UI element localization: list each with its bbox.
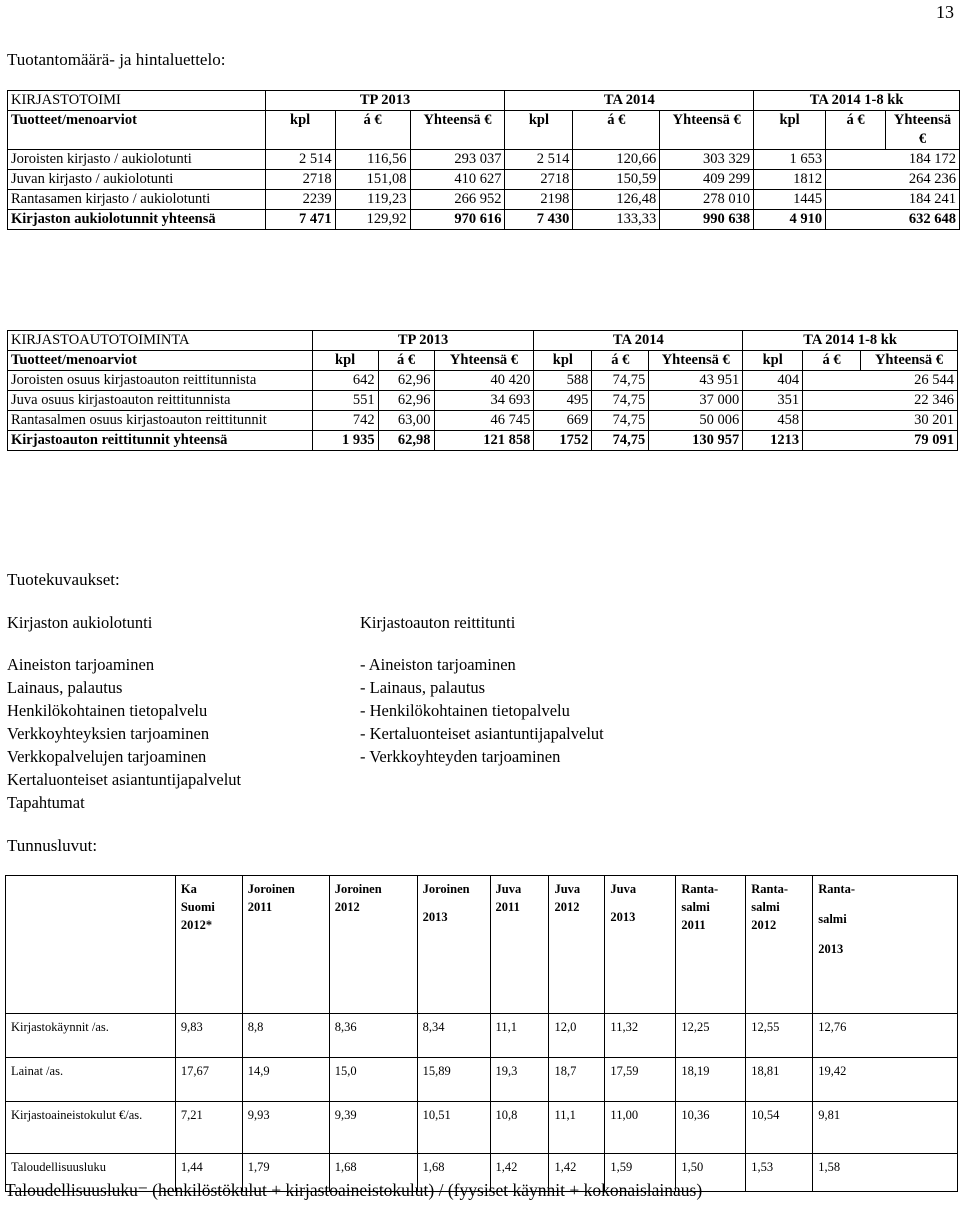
left-description-list	[7, 653, 241, 814]
cell: 19,3	[490, 1058, 549, 1102]
table-row	[6, 1014, 958, 1058]
right-description-list	[360, 653, 604, 768]
cell: 2 514	[265, 150, 335, 170]
cell: 184 241	[826, 190, 960, 210]
col-header: kpl	[534, 351, 592, 371]
cell: 18,81	[746, 1058, 813, 1102]
list-item: Henkilökohtainen tietopalvelu	[7, 701, 208, 720]
group-header: TA 2014 1-8 kk	[754, 91, 960, 111]
row-label: Kirjastoaineistokulut €/as.	[6, 1102, 176, 1154]
cell: 133,33	[573, 210, 660, 230]
cell: 642	[312, 371, 378, 391]
cell: 79 091	[803, 431, 958, 451]
cell: 7 430	[505, 210, 573, 230]
total-row	[8, 431, 958, 451]
cell: 74,75	[592, 431, 649, 451]
cell: 19,42	[813, 1058, 958, 1102]
table-row	[8, 170, 960, 190]
cell: 40 420	[434, 371, 534, 391]
cell: 7,21	[175, 1102, 242, 1154]
cell: 126,48	[573, 190, 660, 210]
cell: 62,96	[378, 391, 434, 411]
row-label: Juva osuus kirjastoauton reittitunnista	[8, 391, 313, 411]
cell: 1 653	[754, 150, 826, 170]
group-header: TA 2014	[534, 331, 743, 351]
cell: 1 935	[312, 431, 378, 451]
list-item: - Lainaus, palautus	[360, 678, 486, 697]
col-header: Juva 2013	[605, 876, 676, 1014]
cell: 1445	[754, 190, 826, 210]
key-figures-heading: Tunnusluvut:	[7, 836, 98, 855]
cell: 1,42	[549, 1154, 605, 1192]
cell: 1,53	[746, 1154, 813, 1192]
cell: 1,79	[242, 1154, 329, 1192]
col-header: kpl	[505, 111, 573, 150]
row-label: Lainat /as.	[6, 1058, 176, 1102]
col-header: kpl	[265, 111, 335, 150]
cell: 2718	[505, 170, 573, 190]
page-number: 13	[936, 2, 954, 22]
cell: 62,98	[378, 431, 434, 451]
cell: 293 037	[410, 150, 505, 170]
cell: 742	[312, 411, 378, 431]
cell: 458	[743, 411, 803, 431]
row-label-header: Tuotteet/menoarviot	[8, 111, 266, 150]
cell: 2198	[505, 190, 573, 210]
cell: 10,54	[746, 1102, 813, 1154]
col-header: Yhteensä €	[885, 111, 959, 150]
cell: 4 910	[754, 210, 826, 230]
cell: 17,67	[175, 1058, 242, 1102]
col-header: Ranta- salmi 2011	[676, 876, 746, 1014]
col-header: á €	[378, 351, 434, 371]
table-row	[8, 371, 958, 391]
col-header: Joroinen 2013	[417, 876, 490, 1014]
col-header: á €	[826, 111, 886, 150]
col-header: á €	[335, 111, 410, 150]
cell: 46 745	[434, 411, 534, 431]
cell: 11,1	[549, 1102, 605, 1154]
cell: 74,75	[592, 411, 649, 431]
cell: 9,81	[813, 1102, 958, 1154]
cell: 10,8	[490, 1102, 549, 1154]
cell: 34 693	[434, 391, 534, 411]
group-header: TP 2013	[265, 91, 505, 111]
cell: 120,66	[573, 150, 660, 170]
col-header: Ka Suomi 2012*	[175, 876, 242, 1014]
cell: 669	[534, 411, 592, 431]
cell: 62,96	[378, 371, 434, 391]
cell: 130 957	[649, 431, 743, 451]
cell: 1213	[743, 431, 803, 451]
cell: 11,32	[605, 1014, 676, 1058]
cell: 50 006	[649, 411, 743, 431]
list-item: - Aineiston tarjoaminen	[360, 655, 516, 674]
cell: 410 627	[410, 170, 505, 190]
table-row	[8, 391, 958, 411]
cell: 266 952	[410, 190, 505, 210]
row-label: Kirjastoauton reittitunnit yhteensä	[8, 431, 313, 451]
cell: 409 299	[660, 170, 754, 190]
cell: 26 544	[803, 371, 958, 391]
cell: 74,75	[592, 391, 649, 411]
cell: 14,9	[242, 1058, 329, 1102]
library-table	[7, 90, 960, 230]
col-header: Juva 2012	[549, 876, 605, 1014]
footer-formula: Taloudellisuusluku= (henkilöstökulut + kirjastoaineistokulut) / (fyysiset käynnit + kokonaislainaus)	[5, 1180, 703, 1200]
cell: 9,39	[329, 1102, 417, 1154]
cell: 970 616	[410, 210, 505, 230]
cell: 8,36	[329, 1014, 417, 1058]
cell: 8,34	[417, 1014, 490, 1058]
list-item: Verkkopalvelujen tarjoaminen	[7, 747, 207, 766]
cell: 9,83	[175, 1014, 242, 1058]
cell: 74,75	[592, 371, 649, 391]
list-item: Aineiston tarjoaminen	[7, 655, 155, 674]
cell: 12,55	[746, 1014, 813, 1058]
cell: 588	[534, 371, 592, 391]
row-label: Joroisten kirjasto / aukiolotunti	[8, 150, 266, 170]
list-item: Verkkoyhteyksien tarjoaminen	[7, 724, 210, 743]
cell: 632 648	[826, 210, 960, 230]
cell: 11,1	[490, 1014, 549, 1058]
table-row	[8, 150, 960, 170]
row-label-header: Tuotteet/menoarviot	[8, 351, 313, 371]
total-row	[8, 210, 960, 230]
cell: 1,42	[490, 1154, 549, 1192]
cell: 2239	[265, 190, 335, 210]
cell: 121 858	[434, 431, 534, 451]
col-header: kpl	[743, 351, 803, 371]
page-title: Tuotantomäärä- ja hintaluettelo:	[7, 50, 226, 69]
row-label: Taloudellisuusluku	[6, 1154, 176, 1192]
row-label: Kirjastokäynnit /as.	[6, 1014, 176, 1058]
cell: 990 638	[660, 210, 754, 230]
cell: 150,59	[573, 170, 660, 190]
col-header: Ranta- salmi 2013	[813, 876, 958, 1014]
cell: 1,50	[676, 1154, 746, 1192]
cell: 1,68	[417, 1154, 490, 1192]
col-header: Yhteensä €	[660, 111, 754, 150]
cell: 278 010	[660, 190, 754, 210]
cell: 15,0	[329, 1058, 417, 1102]
cell: 1752	[534, 431, 592, 451]
section-title: KIRJASTOTOIMI	[8, 91, 266, 111]
col-header: Yhteensä €	[434, 351, 534, 371]
cell: 37 000	[649, 391, 743, 411]
cell: 264 236	[826, 170, 960, 190]
row-label: Kirjaston aukiolotunnit yhteensä	[8, 210, 266, 230]
cell: 8,8	[242, 1014, 329, 1058]
section-title: KIRJASTOAUTOTOIMINTA	[8, 331, 313, 351]
col-header: Yhteensä €	[649, 351, 743, 371]
cell: 303 329	[660, 150, 754, 170]
cell: 1,58	[813, 1154, 958, 1192]
group-header: TA 2014	[505, 91, 754, 111]
key-figures-table	[5, 875, 958, 1192]
cell: 151,08	[335, 170, 410, 190]
cell: 9,93	[242, 1102, 329, 1154]
cell: 184 172	[826, 150, 960, 170]
group-header: TP 2013	[312, 331, 534, 351]
bookmobile-table	[7, 330, 958, 451]
cell: 30 201	[803, 411, 958, 431]
cell: 10,36	[676, 1102, 746, 1154]
cell: 129,92	[335, 210, 410, 230]
cell: 1,59	[605, 1154, 676, 1192]
cell: 7 471	[265, 210, 335, 230]
cell: 119,23	[335, 190, 410, 210]
cell: 404	[743, 371, 803, 391]
cell: 63,00	[378, 411, 434, 431]
col-header: Joroinen 2011	[242, 876, 329, 1014]
row-label: Rantasamen kirjasto / aukiolotunti	[8, 190, 266, 210]
table-row	[6, 1058, 958, 1102]
list-item: - Verkkoyhteyden tarjoaminen	[360, 747, 561, 766]
table-row	[6, 1102, 958, 1154]
cell: 17,59	[605, 1058, 676, 1102]
cell: 11,00	[605, 1102, 676, 1154]
col-header: Joroinen 2012	[329, 876, 417, 1014]
cell: 2718	[265, 170, 335, 190]
col-header: kpl	[754, 111, 826, 150]
list-item: Kertaluonteiset asiantuntijapalvelut	[7, 770, 242, 789]
cell: 43 951	[649, 371, 743, 391]
list-item: - Henkilökohtainen tietopalvelu	[360, 701, 570, 720]
col-header: á €	[592, 351, 649, 371]
col-header: á €	[573, 111, 660, 150]
cell: 116,56	[335, 150, 410, 170]
cell: 1,44	[175, 1154, 242, 1192]
group-header: TA 2014 1-8 kk	[743, 331, 958, 351]
cell: 12,0	[549, 1014, 605, 1058]
header-corner	[6, 876, 176, 1014]
col-header: Ranta- salmi 2012	[746, 876, 813, 1014]
table-row	[8, 411, 958, 431]
list-item: Tapahtumat	[7, 793, 85, 812]
right-description-title: Kirjastoauton reittitunti	[360, 613, 516, 632]
cell: 351	[743, 391, 803, 411]
cell: 551	[312, 391, 378, 411]
cell: 10,51	[417, 1102, 490, 1154]
descriptions-heading: Tuotekuvaukset:	[7, 570, 120, 589]
row-label: Juvan kirjasto / aukiolotunti	[8, 170, 266, 190]
col-header: Yhteensä €	[861, 351, 958, 371]
cell: 18,19	[676, 1058, 746, 1102]
cell: 22 346	[803, 391, 958, 411]
left-description-title: Kirjaston aukiolotunti	[7, 613, 153, 632]
list-item: - Kertaluonteiset asiantuntijapalvelut	[360, 724, 604, 743]
row-label: Rantasalmen osuus kirjastoauton reittitunnit	[8, 411, 313, 431]
cell: 495	[534, 391, 592, 411]
cell: 2 514	[505, 150, 573, 170]
cell: 15,89	[417, 1058, 490, 1102]
col-header: Juva 2011	[490, 876, 549, 1014]
col-header: kpl	[312, 351, 378, 371]
cell: 18,7	[549, 1058, 605, 1102]
cell: 12,25	[676, 1014, 746, 1058]
cell: 12,76	[813, 1014, 958, 1058]
list-item: Lainaus, palautus	[7, 678, 123, 697]
col-header: á €	[803, 351, 861, 371]
cell: 1812	[754, 170, 826, 190]
cell: 1,68	[329, 1154, 417, 1192]
table-row	[8, 190, 960, 210]
row-label: Joroisten osuus kirjastoauton reittitunnista	[8, 371, 313, 391]
col-header: Yhteensä €	[410, 111, 505, 150]
